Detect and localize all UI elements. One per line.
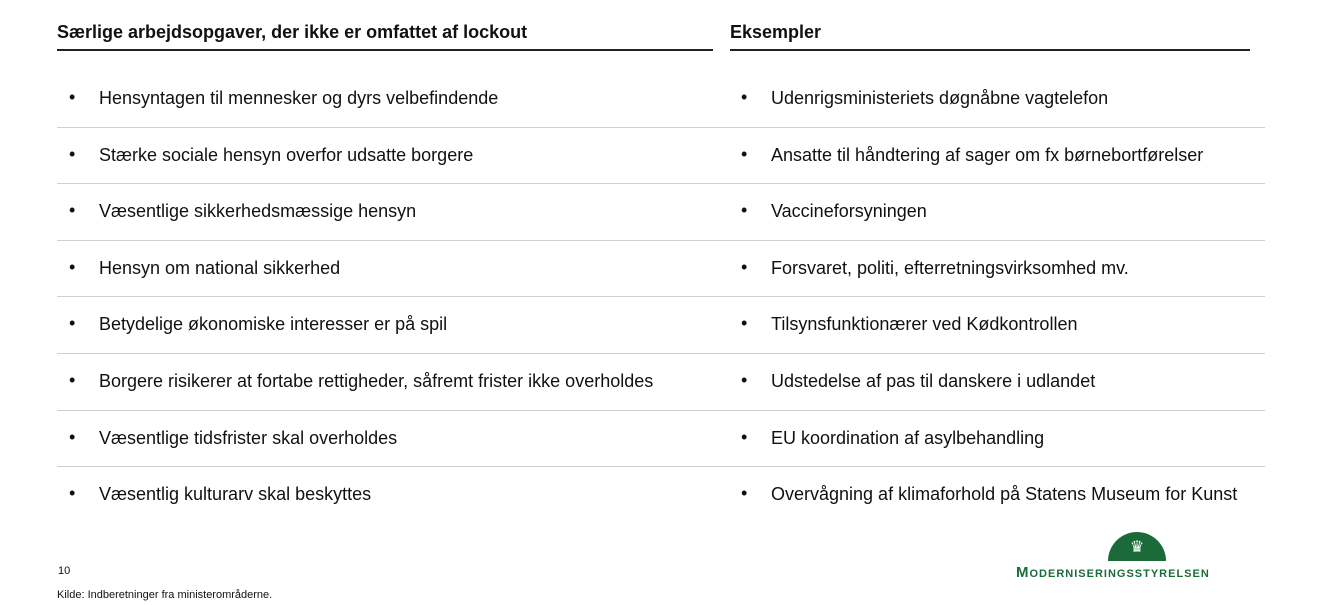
right-list	[729, 71, 1265, 524]
list-item	[57, 467, 730, 524]
bullet-icon: •	[741, 313, 748, 334]
bullet-icon: •	[741, 256, 748, 277]
logo-text: Moderniseringsstyrelsen	[1016, 564, 1210, 581]
list-item	[57, 297, 730, 354]
item-text: Vaccineforsyningen	[771, 201, 927, 222]
item-text: Betydelige økonomiske interesser er på spil	[99, 314, 448, 335]
bullet-icon: •	[69, 143, 76, 164]
bullet-icon: •	[69, 369, 76, 390]
list-item	[57, 354, 730, 411]
bullet-icon: •	[69, 87, 76, 107]
item-text: Tilsynsfunktionærer ved Kødkontrollen	[771, 314, 1078, 335]
item-text: Borgere risikerer at fortabe rettigheder, såfremt frister ikke overholdes	[99, 370, 654, 391]
item-text: Væsentlig kulturarv skal beskyttes	[99, 484, 372, 505]
list-item	[729, 241, 1265, 298]
left-list	[57, 71, 730, 524]
right-column-header: Eksempler	[730, 22, 1250, 51]
item-text: Hensyn om national sikkerhed	[99, 257, 341, 278]
bullet-icon: •	[69, 313, 76, 334]
item-text: Væsentlige sikkerhedsmæssige hensyn	[99, 201, 417, 222]
bullet-icon: •	[741, 369, 748, 390]
item-text: Udstedelse af pas til danskere i udlandet	[771, 370, 1096, 391]
bullet-icon: •	[69, 200, 76, 221]
item-text: Udenrigsministeriets døgnåbne vagtelefon	[771, 88, 1109, 108]
item-text: Ansatte til håndtering af sager om fx børnebortførelser	[771, 144, 1204, 165]
bullet-icon: •	[69, 483, 76, 504]
bullet-icon: •	[741, 200, 748, 221]
moderniseringsstyrelsen-logo	[1012, 530, 1262, 580]
item-text: EU koordination af asylbehandling	[771, 427, 1045, 448]
bullet-icon: •	[741, 143, 748, 164]
item-text: Forsvaret, politi, efterretningsvirksomhed mv.	[771, 257, 1129, 278]
bullet-icon: •	[741, 87, 748, 107]
bullet-icon: •	[741, 426, 748, 447]
list-item	[57, 411, 730, 468]
list-item	[57, 71, 730, 128]
list-item	[729, 467, 1265, 524]
crown-icon: ♛	[1108, 532, 1166, 561]
item-text: Stærke sociale hensyn overfor udsatte borgere	[99, 144, 474, 165]
item-text: Hensyntagen til mennesker og dyrs velbefindende	[99, 88, 499, 108]
list-item	[729, 128, 1265, 185]
list-item	[729, 297, 1265, 354]
list-item	[729, 71, 1265, 128]
item-text: Væsentlige tidsfrister skal overholdes	[99, 427, 398, 448]
list-item	[729, 354, 1265, 411]
list-item	[57, 184, 730, 241]
left-column-header: Særlige arbejdsopgaver, der ikke er omfattet af lockout	[57, 22, 713, 51]
bullet-icon: •	[69, 426, 76, 447]
bullet-icon: •	[741, 483, 748, 504]
bullet-icon: •	[69, 256, 76, 277]
list-item	[57, 241, 730, 298]
list-item	[729, 184, 1265, 241]
page-number: 10	[58, 565, 71, 577]
list-item	[57, 128, 730, 185]
source-note: Kilde: Indberetninger fra ministerområderne.	[57, 589, 273, 601]
item-text: Overvågning af klimaforhold på Statens Museum for Kunst	[771, 484, 1238, 505]
list-item	[729, 411, 1265, 468]
